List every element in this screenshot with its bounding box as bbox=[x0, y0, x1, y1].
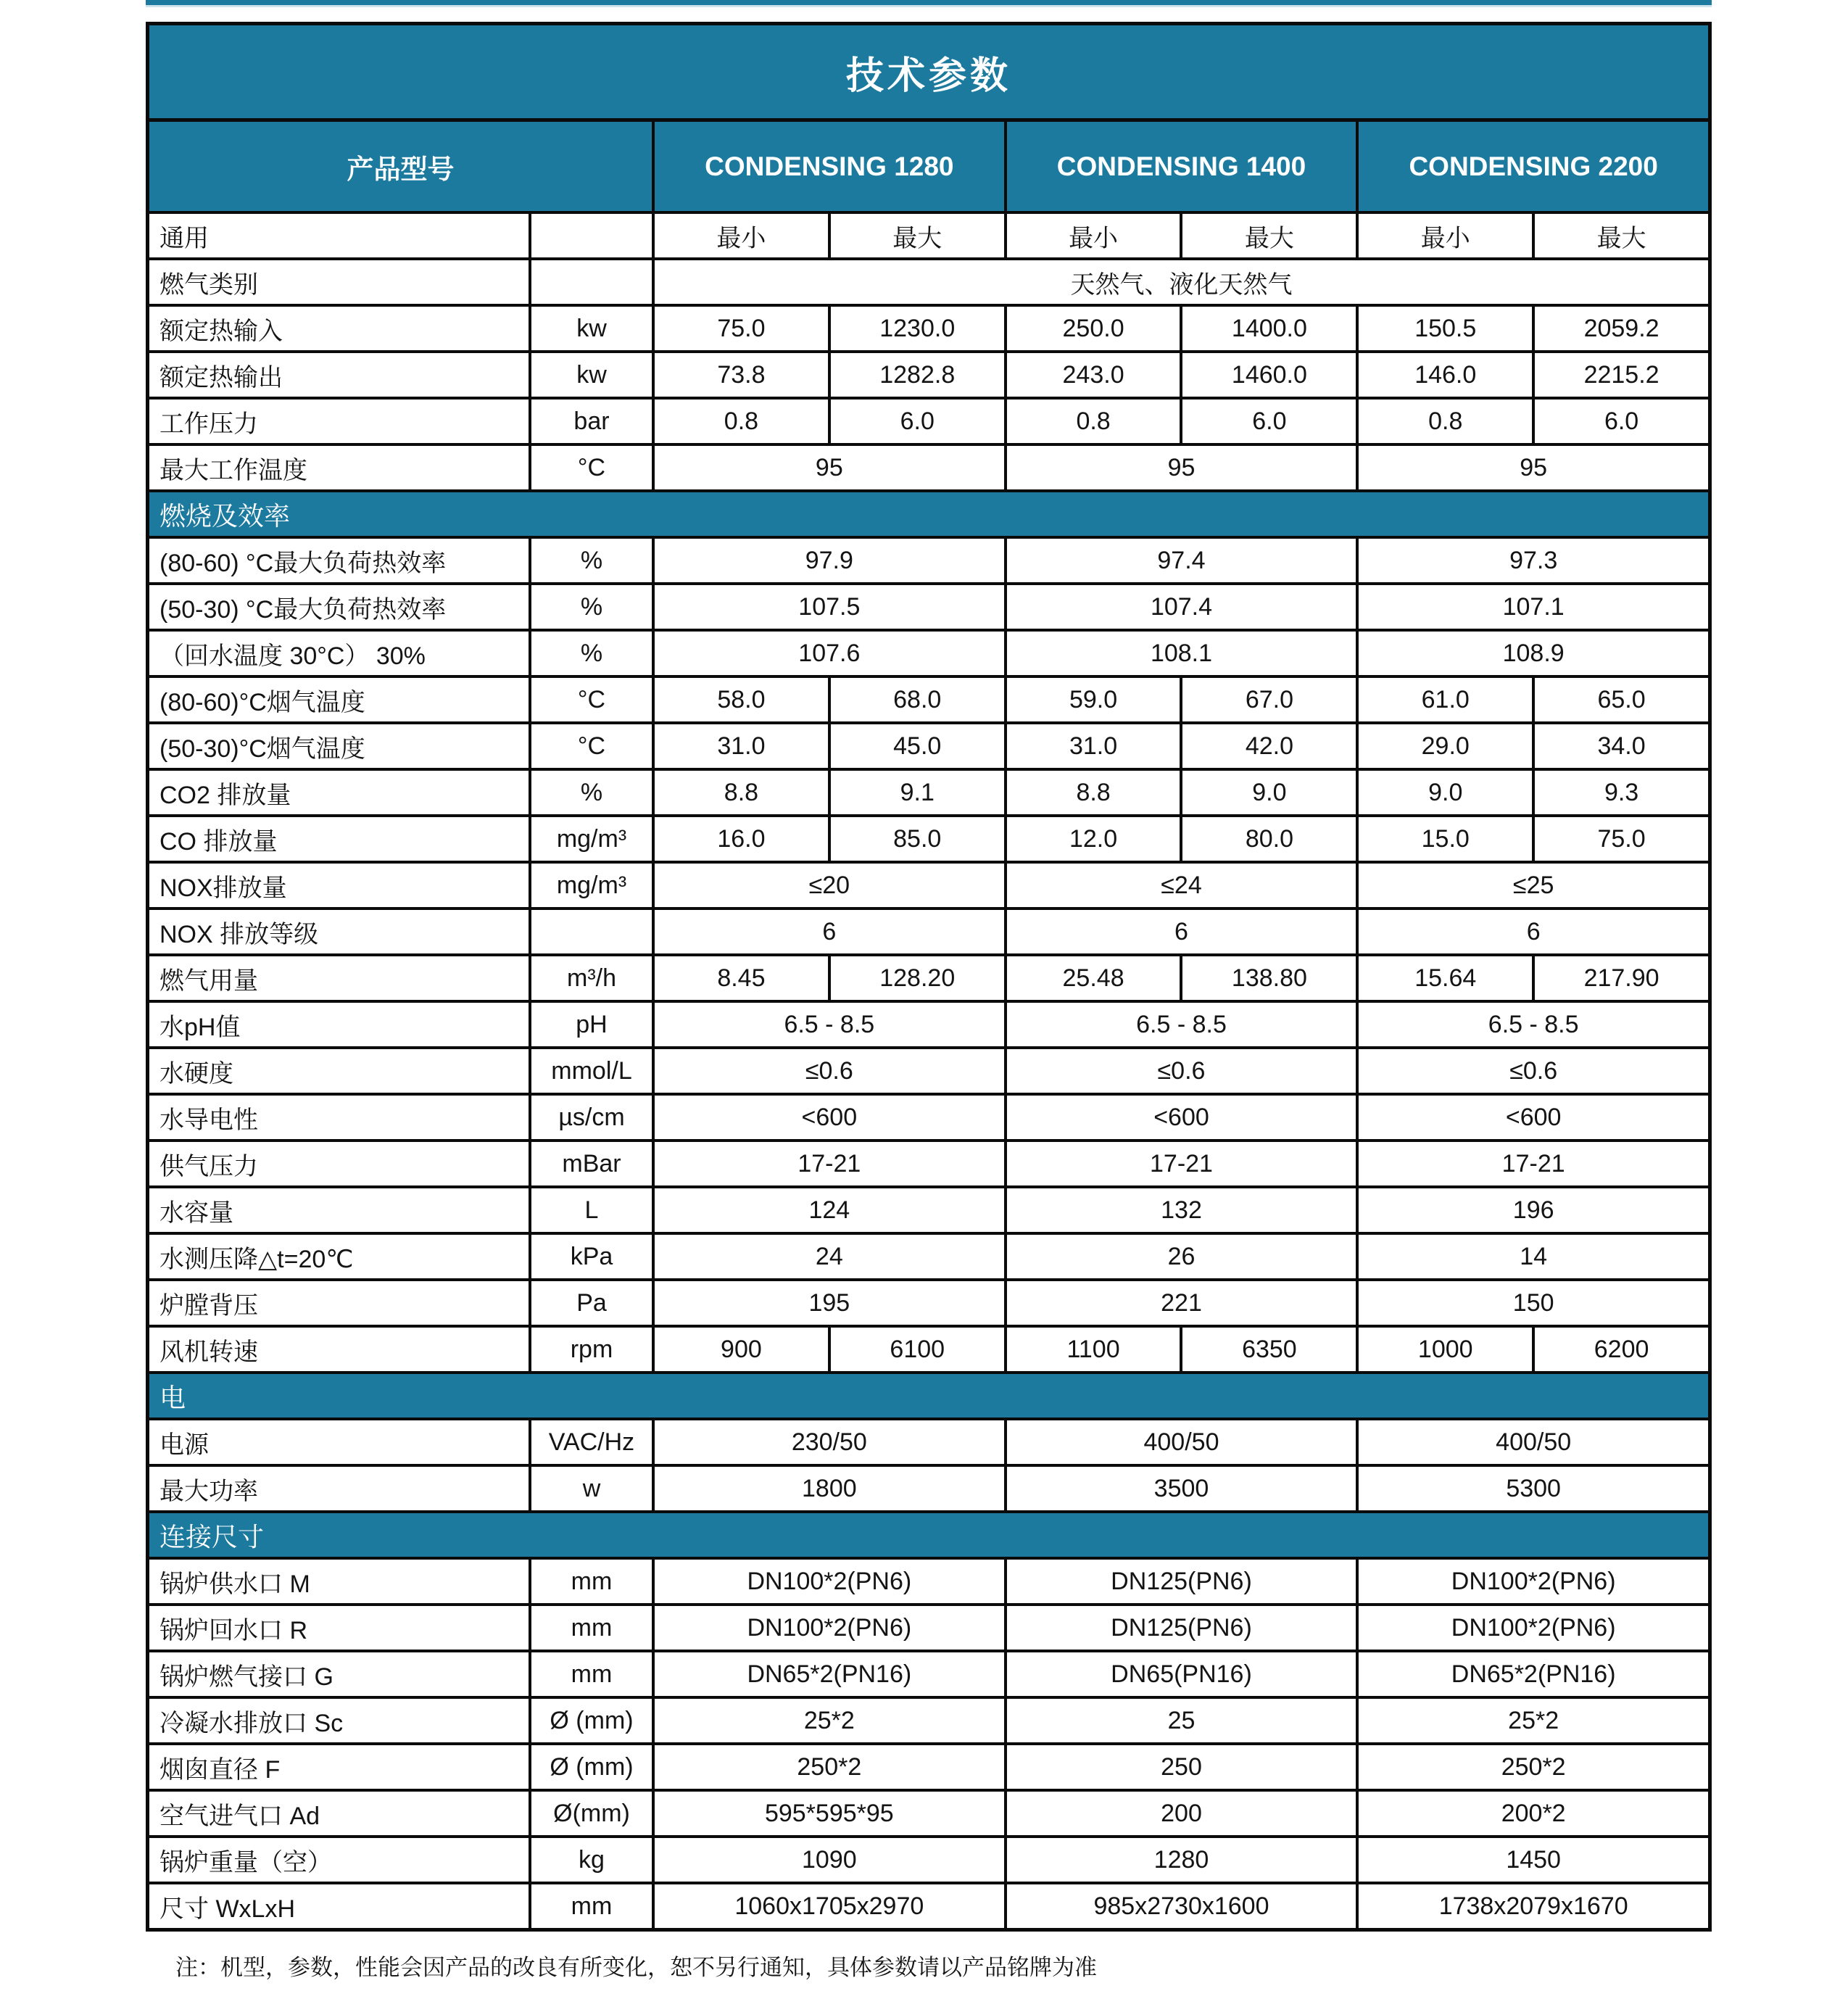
row-label: （回水温度 30°C） 30% bbox=[159, 642, 426, 670]
row-value: DN65*2(PN16) bbox=[1356, 1652, 1708, 1696]
row-value: 128.20 bbox=[828, 956, 1004, 1000]
row-value: 150 bbox=[1356, 1281, 1708, 1325]
row-value: 天然气、液化天然气 bbox=[652, 260, 1708, 304]
model-header-condensing-1280: CONDENSING 1280 bbox=[652, 122, 1004, 211]
row-value: 250*2 bbox=[652, 1745, 1004, 1789]
section-title: 电 bbox=[159, 1382, 186, 1412]
row-value: 200*2 bbox=[1356, 1792, 1708, 1835]
table-body bbox=[149, 211, 1708, 1928]
row-label: (50-30)°C烟气温度 bbox=[159, 734, 365, 763]
row-value: DN100*2(PN6) bbox=[652, 1606, 1004, 1650]
row-unit bbox=[529, 214, 652, 257]
footer-note: 注：机型，参数，性能会因产品的改良有所变化，恕不另行通知，具体参数请以产品铭牌为准 bbox=[175, 1955, 1097, 1980]
table-row bbox=[149, 211, 1708, 257]
table-title-row bbox=[149, 25, 1708, 118]
row-value: 8.45 bbox=[652, 956, 828, 1000]
row-unit: kg bbox=[529, 1838, 652, 1882]
row-value: 12.0 bbox=[1004, 817, 1180, 861]
row-value: 42.0 bbox=[1180, 724, 1356, 768]
row-value: 107.1 bbox=[1356, 585, 1708, 629]
row-value: 45.0 bbox=[828, 724, 1004, 768]
table-row bbox=[149, 953, 1708, 1000]
row-unit bbox=[529, 910, 652, 953]
product-model-header: 产品型号 bbox=[347, 154, 455, 184]
row-value: 0.8 bbox=[1004, 400, 1180, 443]
row-value: 6350 bbox=[1180, 1328, 1356, 1371]
row-unit: pH bbox=[529, 1003, 652, 1046]
row-unit: mm bbox=[529, 1606, 652, 1650]
row-label: 空气进气口 Ad bbox=[159, 1802, 320, 1830]
table-row bbox=[149, 1464, 1708, 1510]
row-value: 73.8 bbox=[652, 353, 828, 397]
row-value: DN100*2(PN6) bbox=[652, 1560, 1004, 1603]
row-value: ≤24 bbox=[1004, 864, 1356, 907]
row-unit: rpm bbox=[529, 1328, 652, 1371]
row-value: 6.5 - 8.5 bbox=[1004, 1003, 1356, 1046]
row-value: DN100*2(PN6) bbox=[1356, 1606, 1708, 1650]
row-unit: mBar bbox=[529, 1142, 652, 1185]
row-value: 14 bbox=[1356, 1235, 1708, 1278]
row-label: 燃气用量 bbox=[159, 967, 258, 995]
row-unit: Ø (mm) bbox=[529, 1745, 652, 1789]
row-value: 最小 bbox=[1004, 214, 1180, 257]
row-value: 1230.0 bbox=[828, 307, 1004, 350]
row-value: 95 bbox=[652, 446, 1004, 489]
row-unit: mg/m³ bbox=[529, 817, 652, 861]
row-unit: µs/cm bbox=[529, 1096, 652, 1139]
row-value: 15.0 bbox=[1356, 817, 1532, 861]
row-value: 1090 bbox=[652, 1838, 1004, 1882]
row-value: 17-21 bbox=[1356, 1142, 1708, 1185]
table-row bbox=[149, 443, 1708, 489]
row-value: 107.4 bbox=[1004, 585, 1356, 629]
row-value: DN125(PN6) bbox=[1004, 1606, 1356, 1650]
table-row bbox=[149, 675, 1708, 721]
table-row bbox=[149, 1789, 1708, 1835]
table-row bbox=[149, 1742, 1708, 1789]
row-value: 1450 bbox=[1356, 1838, 1708, 1882]
row-value: 95 bbox=[1004, 446, 1356, 489]
row-label: 额定热输入 bbox=[159, 317, 283, 345]
row-label: 电源 bbox=[159, 1431, 209, 1459]
row-value: 250.0 bbox=[1004, 307, 1180, 350]
row-value: 5300 bbox=[1356, 1467, 1708, 1510]
row-unit: kw bbox=[529, 307, 652, 350]
row-label: (80-60) °C最大负荷热效率 bbox=[159, 549, 447, 577]
row-value: 16.0 bbox=[652, 817, 828, 861]
row-value: ≤25 bbox=[1356, 864, 1708, 907]
row-unit: mm bbox=[529, 1652, 652, 1696]
row-value: 400/50 bbox=[1356, 1420, 1708, 1464]
row-unit: kw bbox=[529, 353, 652, 397]
row-value: 9.0 bbox=[1180, 771, 1356, 814]
section-row bbox=[149, 1371, 1708, 1417]
table-row bbox=[149, 1325, 1708, 1371]
section-title: 燃烧及效率 bbox=[159, 500, 291, 531]
top-accent-bar bbox=[146, 0, 1712, 7]
row-label: 锅炉回水口 R bbox=[159, 1616, 307, 1644]
row-unit: Pa bbox=[529, 1281, 652, 1325]
table-row bbox=[149, 1046, 1708, 1093]
row-unit: °C bbox=[529, 446, 652, 489]
row-label: 供气压力 bbox=[159, 1152, 258, 1180]
row-label: 工作压力 bbox=[159, 410, 258, 438]
row-value: 68.0 bbox=[828, 678, 1004, 721]
row-label: 锅炉供水口 M bbox=[159, 1570, 310, 1598]
row-label: 通用 bbox=[159, 224, 209, 252]
row-value: 6100 bbox=[828, 1328, 1004, 1371]
row-value: 31.0 bbox=[652, 724, 828, 768]
row-value: 250 bbox=[1004, 1745, 1356, 1789]
row-value: 17-21 bbox=[652, 1142, 1004, 1185]
row-unit: mm bbox=[529, 1884, 652, 1928]
table-row bbox=[149, 907, 1708, 953]
row-value: 2215.2 bbox=[1532, 353, 1708, 397]
row-value: 124 bbox=[652, 1188, 1004, 1232]
table-row bbox=[149, 304, 1708, 350]
row-value: 1280 bbox=[1004, 1838, 1356, 1882]
row-label: 最大功率 bbox=[159, 1477, 258, 1505]
row-value: 97.4 bbox=[1004, 539, 1356, 582]
row-value: 6 bbox=[1004, 910, 1356, 953]
table-row bbox=[149, 397, 1708, 443]
table-row bbox=[149, 1093, 1708, 1139]
row-value: 250*2 bbox=[1356, 1745, 1708, 1789]
row-value: 25 bbox=[1004, 1699, 1356, 1742]
row-value: DN125(PN6) bbox=[1004, 1560, 1356, 1603]
row-value: 17-21 bbox=[1004, 1142, 1356, 1185]
row-value: 595*595*95 bbox=[652, 1792, 1004, 1835]
row-value: 24 bbox=[652, 1235, 1004, 1278]
row-value: 97.9 bbox=[652, 539, 1004, 582]
row-value: 400/50 bbox=[1004, 1420, 1356, 1464]
row-unit: w bbox=[529, 1467, 652, 1510]
section-row bbox=[149, 489, 1708, 536]
row-value: 6.0 bbox=[1532, 400, 1708, 443]
row-value: 最大 bbox=[1180, 214, 1356, 257]
row-value: 31.0 bbox=[1004, 724, 1180, 768]
model-header-condensing-2200: CONDENSING 2200 bbox=[1356, 122, 1708, 211]
table-row bbox=[149, 1000, 1708, 1046]
row-value: ≤0.6 bbox=[1004, 1049, 1356, 1093]
row-unit bbox=[529, 260, 652, 304]
row-value: 最小 bbox=[652, 214, 828, 257]
row-value: 132 bbox=[1004, 1188, 1356, 1232]
row-value: 6 bbox=[1356, 910, 1708, 953]
row-value: 29.0 bbox=[1356, 724, 1532, 768]
table-row bbox=[149, 1603, 1708, 1650]
row-value: 1738x2079x1670 bbox=[1356, 1884, 1708, 1928]
row-value: 150.5 bbox=[1356, 307, 1532, 350]
table-row bbox=[149, 1557, 1708, 1603]
row-value: 8.8 bbox=[652, 771, 828, 814]
row-label: NOX 排放等级 bbox=[159, 920, 319, 948]
row-label: (80-60)°C烟气温度 bbox=[159, 688, 365, 716]
row-value: 196 bbox=[1356, 1188, 1708, 1232]
row-value: 80.0 bbox=[1180, 817, 1356, 861]
row-value: 最小 bbox=[1356, 214, 1532, 257]
row-value: 1400.0 bbox=[1180, 307, 1356, 350]
row-value: 243.0 bbox=[1004, 353, 1180, 397]
row-value: 107.6 bbox=[652, 632, 1004, 675]
row-unit: m³/h bbox=[529, 956, 652, 1000]
row-label: 冷凝水排放口 Sc bbox=[159, 1709, 344, 1737]
row-unit: bar bbox=[529, 400, 652, 443]
row-label: 烟囱直径 F bbox=[159, 1755, 281, 1784]
row-unit: kPa bbox=[529, 1235, 652, 1278]
row-value: 59.0 bbox=[1004, 678, 1180, 721]
row-value: 0.8 bbox=[652, 400, 828, 443]
row-label: CO 排放量 bbox=[159, 827, 278, 856]
row-label: 锅炉重量（空） bbox=[159, 1848, 332, 1876]
row-value: 108.9 bbox=[1356, 632, 1708, 675]
row-value: 65.0 bbox=[1532, 678, 1708, 721]
row-value: 985x2730x1600 bbox=[1004, 1884, 1356, 1928]
row-value: 6 bbox=[652, 910, 1004, 953]
row-label: 水测压降△t=20℃ bbox=[159, 1245, 354, 1273]
row-value: 146.0 bbox=[1356, 353, 1532, 397]
row-value: 2059.2 bbox=[1532, 307, 1708, 350]
row-value: 108.1 bbox=[1004, 632, 1356, 675]
row-value: DN65(PN16) bbox=[1004, 1652, 1356, 1696]
row-value: 1100 bbox=[1004, 1328, 1180, 1371]
row-value: 195 bbox=[652, 1281, 1004, 1325]
row-value: 230/50 bbox=[652, 1420, 1004, 1464]
row-value: 1460.0 bbox=[1180, 353, 1356, 397]
row-value: ≤20 bbox=[652, 864, 1004, 907]
row-value: DN100*2(PN6) bbox=[1356, 1560, 1708, 1603]
row-label: 最大工作温度 bbox=[159, 456, 307, 484]
row-label: 锅炉燃气接口 G bbox=[159, 1663, 333, 1691]
row-label: CO2 排放量 bbox=[159, 781, 291, 809]
table-row bbox=[149, 536, 1708, 582]
row-value: 9.1 bbox=[828, 771, 1004, 814]
row-value: 900 bbox=[652, 1328, 828, 1371]
row-value: 85.0 bbox=[828, 817, 1004, 861]
row-unit: mmol/L bbox=[529, 1049, 652, 1093]
row-value: 1060x1705x2970 bbox=[652, 1884, 1004, 1928]
row-value: 34.0 bbox=[1532, 724, 1708, 768]
row-value: <600 bbox=[1004, 1096, 1356, 1139]
table-header-row bbox=[149, 118, 1708, 211]
row-unit: mm bbox=[529, 1560, 652, 1603]
row-unit: mg/m³ bbox=[529, 864, 652, 907]
table-row bbox=[149, 721, 1708, 768]
row-value: 15.64 bbox=[1356, 956, 1532, 1000]
table-row bbox=[149, 1417, 1708, 1464]
row-label: 水导电性 bbox=[159, 1106, 258, 1134]
row-value: 200 bbox=[1004, 1792, 1356, 1835]
table-row bbox=[149, 861, 1708, 907]
table-row bbox=[149, 1232, 1708, 1278]
spec-table bbox=[146, 22, 1712, 1932]
row-value: 217.90 bbox=[1532, 956, 1708, 1000]
row-unit: °C bbox=[529, 724, 652, 768]
page-title: 技术参数 bbox=[845, 54, 1011, 97]
row-value: 25*2 bbox=[1356, 1699, 1708, 1742]
table-row bbox=[149, 582, 1708, 629]
row-value: 221 bbox=[1004, 1281, 1356, 1325]
row-value: 95 bbox=[1356, 446, 1708, 489]
row-value: 6.0 bbox=[1180, 400, 1356, 443]
row-label: 水容量 bbox=[159, 1199, 233, 1227]
row-label: 水硬度 bbox=[159, 1059, 233, 1088]
row-unit: Ø (mm) bbox=[529, 1699, 652, 1742]
table-row bbox=[149, 257, 1708, 304]
table-row bbox=[149, 768, 1708, 814]
table-row bbox=[149, 814, 1708, 861]
row-value: 9.3 bbox=[1532, 771, 1708, 814]
table-row bbox=[149, 1278, 1708, 1325]
row-value: 26 bbox=[1004, 1235, 1356, 1278]
row-label: 尺寸 WxLxH bbox=[159, 1895, 295, 1923]
row-unit: L bbox=[529, 1188, 652, 1232]
row-label: NOX排放量 bbox=[159, 874, 287, 902]
row-value: 9.0 bbox=[1356, 771, 1532, 814]
row-value: 138.80 bbox=[1180, 956, 1356, 1000]
row-unit: % bbox=[529, 632, 652, 675]
table-row bbox=[149, 1696, 1708, 1742]
row-label: 额定热输出 bbox=[159, 363, 283, 392]
row-label: 炉膛背压 bbox=[159, 1291, 258, 1320]
row-value: 67.0 bbox=[1180, 678, 1356, 721]
row-value: 61.0 bbox=[1356, 678, 1532, 721]
row-unit: % bbox=[529, 585, 652, 629]
table-row bbox=[149, 1185, 1708, 1232]
table-row bbox=[149, 1882, 1708, 1928]
row-value: 75.0 bbox=[652, 307, 828, 350]
row-value: 1282.8 bbox=[828, 353, 1004, 397]
row-value: 1800 bbox=[652, 1467, 1004, 1510]
row-value: DN65*2(PN16) bbox=[652, 1652, 1004, 1696]
row-value: 最大 bbox=[1532, 214, 1708, 257]
row-value: <600 bbox=[1356, 1096, 1708, 1139]
row-label: 燃气类别 bbox=[159, 270, 258, 299]
row-value: 97.3 bbox=[1356, 539, 1708, 582]
row-value: ≤0.6 bbox=[1356, 1049, 1708, 1093]
table-row bbox=[149, 350, 1708, 397]
row-value: 0.8 bbox=[1356, 400, 1532, 443]
row-label: 风机转速 bbox=[159, 1338, 258, 1366]
row-unit: VAC/Hz bbox=[529, 1420, 652, 1464]
row-value: 25.48 bbox=[1004, 956, 1180, 1000]
row-value: <600 bbox=[652, 1096, 1004, 1139]
row-value: 最大 bbox=[828, 214, 1004, 257]
table-row bbox=[149, 1835, 1708, 1882]
row-value: 6.5 - 8.5 bbox=[1356, 1003, 1708, 1046]
row-label: 水pH值 bbox=[159, 1013, 241, 1041]
model-header-condensing-1400: CONDENSING 1400 bbox=[1004, 122, 1356, 211]
row-value: 107.5 bbox=[652, 585, 1004, 629]
row-label: (50-30) °C最大负荷热效率 bbox=[159, 595, 447, 624]
row-value: 1000 bbox=[1356, 1328, 1532, 1371]
row-value: ≤0.6 bbox=[652, 1049, 1004, 1093]
section-title: 连接尺寸 bbox=[159, 1521, 265, 1552]
section-row bbox=[149, 1510, 1708, 1557]
row-value: 6200 bbox=[1532, 1328, 1708, 1371]
row-value: 6.0 bbox=[828, 400, 1004, 443]
table-row bbox=[149, 629, 1708, 675]
table-row bbox=[149, 1139, 1708, 1185]
row-value: 75.0 bbox=[1532, 817, 1708, 861]
row-unit: % bbox=[529, 771, 652, 814]
row-value: 58.0 bbox=[652, 678, 828, 721]
table-row bbox=[149, 1650, 1708, 1696]
row-unit: °C bbox=[529, 678, 652, 721]
row-value: 25*2 bbox=[652, 1699, 1004, 1742]
row-unit: % bbox=[529, 539, 652, 582]
row-value: 8.8 bbox=[1004, 771, 1180, 814]
row-value: 6.5 - 8.5 bbox=[652, 1003, 1004, 1046]
row-unit: Ø(mm) bbox=[529, 1792, 652, 1835]
row-value: 3500 bbox=[1004, 1467, 1356, 1510]
